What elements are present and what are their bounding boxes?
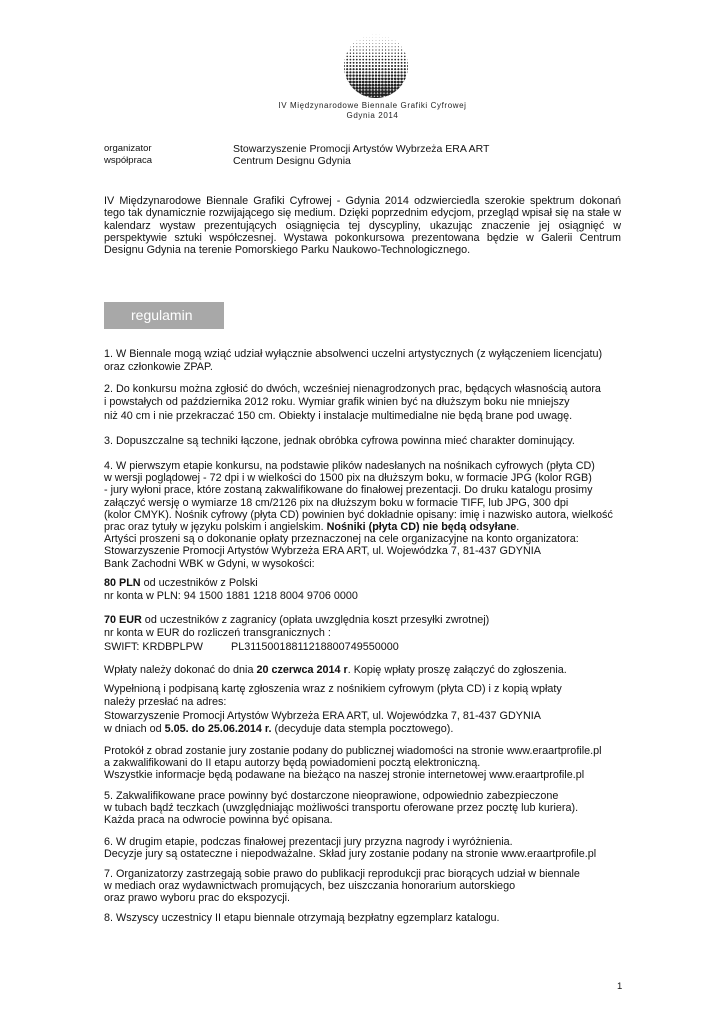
protocol <box>104 745 624 782</box>
rule-text: prac oraz tytuły w języku polskim i angielskim. <box>104 521 327 534</box>
page-number: 1 <box>617 981 623 992</box>
rule-line: załączyć wersję o wymiarze 18 cm/2126 pix na dłuższym boku w formacie TIFF, lub JPG, 300 dpi <box>104 496 569 509</box>
rule-line: w tubach bądź teczkach (uwzględniając możliwości transportu oferowane przez pocztę lub kuriera). <box>104 802 579 815</box>
rule-line <box>104 521 624 533</box>
rule-3 <box>104 435 624 448</box>
submission-text: (decyduje data stempla pocztowego). <box>271 723 454 736</box>
organizer-value: Stowarzyszenie Promocji Artystów Wybrzeża ERA ART <box>233 143 490 155</box>
rule-bold-text: Nośniki (płyta CD) nie będą odsyłane <box>326 521 517 534</box>
fee-line <box>104 614 624 627</box>
section-label: regulamin <box>131 307 193 323</box>
rule-line: oraz prawo wyboru prac do ekspozycji. <box>104 892 291 905</box>
protocol-line: Protokół z obrad zostanie jury zostanie podany do publicznej wiadomości na stronie www.eraartprofile.pl <box>104 745 602 757</box>
organizer-label: organizator <box>104 143 152 154</box>
account-line: nr konta w EUR do rozliczeń transgranicznych : <box>104 627 331 640</box>
iban: PL31150018811218800749550000 <box>231 640 399 653</box>
cooperation-label: współpraca <box>104 155 153 166</box>
submission-line <box>104 723 624 736</box>
rule-line: (kolor CMYK). Nośnik cyfrowy (płyta CD) powinien być dokładnie opisany: imię i nazwisko autora, wielkość <box>104 508 613 521</box>
deadline-line <box>104 664 624 677</box>
fee-amount: 80 PLN <box>104 577 141 589</box>
protocol-line: a zakwalifikowani do II etapu autorzy będą powiadomieni pocztą elektroniczną. <box>104 757 481 770</box>
rule-7 <box>104 868 624 905</box>
rule-line: 6. W drugim etapie, podczas finałowej prezentacji jury przyzna nagrody i wyróżnienia. <box>104 836 513 848</box>
cooperation-value: Centrum Designu Gdynia <box>233 155 351 167</box>
rule-line: niż 40 cm i nie przekraczać 150 cm. Obiekty i instalacje multimedialne nie będą brane pod uwagę. <box>104 409 573 422</box>
rule-line: 5. Zakwalifikowane prace powinny być dostarczone nieoprawione, odpowiednio zabezpieczone <box>104 790 559 802</box>
rule-line: 1. W Biennale mogą wziąć udział wyłącznie absolwenci uczelni artystycznych (z wyłączeniem licencjatu) <box>104 348 603 360</box>
fee-text: od uczestników z zagranicy (opłata uwzględnia koszt przesyłki zwrotnej) <box>141 614 490 626</box>
fee-eur <box>104 614 624 654</box>
account-line: nr konta w PLN: 94 1500 1881 1218 8004 9706 0000 <box>104 590 358 603</box>
rule-line: - jury wyłoni prace, które zostaną zakwalifikowane do finałowej prezentacji. Do druku katalogu prosimy <box>104 484 593 497</box>
deadline-date: 20 czerwca 2014 r <box>256 664 348 676</box>
rule-line: Każda praca na odwrocie powinna być opisana. <box>104 814 333 827</box>
rule-2 <box>104 383 624 423</box>
halftone-circle-logo <box>343 33 409 99</box>
meta-block <box>104 143 489 167</box>
submission-text: w dniach od <box>104 723 165 736</box>
rule-line: 7. Organizatorzy zastrzegają sobie prawo do publikacji reprodukcji prac biorących udział w biennale <box>104 868 580 880</box>
rule-line: 3. Dopuszczalne są techniki łączone, jednak obróbka cyfrowa powinna mieć charakter dominujący. <box>104 435 575 447</box>
intro-paragraph: IV Międzynarodowe Biennale Grafiki Cyfrowej - Gdynia 2014 odzwierciedla szerokie spektrum dokonań tego tak dynamicznie rozwijającego się medium. Dzięki poprzednim edycjom, przegląd wpisał się na stałe w kalendarz wystaw prezentujących osiągnięcia tej dyscypliny, ukazując znaczenie jej osiągnięć w perspektywie sztuki współczesnej. Wystawa pokonkursowa prezentowana będzie w Galerii Centrum Designu Gdynia na terenie Pomorskiego Parku Naukowo-Technologicznego. <box>104 195 621 257</box>
rule-5 <box>104 790 624 827</box>
fee-amount: 70 EUR <box>104 614 142 626</box>
rule-line: Stowarzyszenie Promocji Artystów Wybrzeża ERA ART, ul. Wojewódzka 7, 81-437 GDYNIA <box>104 545 541 558</box>
submission-line: należy przesłać na adres: <box>104 696 227 709</box>
rule-line: Artyści proszeni są o dokonanie opłaty przeznaczonej na cele organizacyjne na konto organizatora: <box>104 533 579 546</box>
rule-8 <box>104 912 624 925</box>
rule-line: w mediach oraz wydawnictwach promujących, bez uiszczania honorarium autorskiego <box>104 880 516 893</box>
rule-line: 8. Wszyscy uczestnicy II etapu biennale otrzymają bezpłatny egzemplarz katalogu. <box>104 912 500 924</box>
rule-text: . <box>516 521 520 534</box>
deadline <box>104 664 624 677</box>
submission <box>104 683 624 737</box>
section-header <box>104 302 224 329</box>
rule-line: 2. Do konkursu można zgłosić do dwóch, wcześniej nienagrodzonych prac, będących własnością autora <box>104 383 601 395</box>
rule-line: i powstałych od października 2012 roku. Wymiar grafik winien być na dłuższym boku nie mniejszy <box>104 396 570 409</box>
rule-4 <box>104 460 624 570</box>
submission-line: Wypełnioną i podpisaną kartę zgłoszenia wraz z nośnikiem cyfrowym (płyta CD) i z kopią wpłaty <box>104 683 562 695</box>
submission-dates: 5.05. do 25.06.2014 r. <box>164 723 272 736</box>
submission-line: Stowarzyszenie Promocji Artystów Wybrzeża ERA ART, ul. Wojewódzka 7, 81-437 GDYNIA <box>104 709 541 722</box>
deadline-text: . Kopię wpłaty proszę załączyć do zgłoszenia. <box>347 664 567 676</box>
rule-line: Bank Zachodni WBK w Gdyni, w wysokości: <box>104 557 315 570</box>
deadline-text: Wpłaty należy dokonać do dnia <box>104 664 257 676</box>
rule-line: w wersji poglądowej - 72 dpi i w wielkości do 1500 pix na dłuższym boku, w formacie JPG (kolor RGB) <box>104 472 592 485</box>
cooperation-row <box>104 155 489 167</box>
fee-line <box>104 577 624 590</box>
rule-line: 4. W pierwszym etapie konkursu, na podstawie plików nadesłanych na nośnikach cyfrowych (płyta CD) <box>104 460 595 472</box>
rule-line: Decyzje jury są ostateczne i niepodważalne. Skład jury zostanie podany na stronie www.eraartprofile.pl <box>104 848 597 861</box>
biennale-title: IV Międzynarodowe Biennale Grafiki Cyfrowej <box>278 101 467 110</box>
fee-pl <box>104 577 624 604</box>
fee-text: od uczestników z Polski <box>140 577 258 589</box>
swift-code: SWIFT: KRDBPLPW <box>104 640 203 653</box>
swift-line <box>104 641 624 654</box>
rule-1 <box>104 348 624 375</box>
protocol-line: Wszystkie informacje będą podawane na bieżąco na naszej stronie internetowej www.eraartprofile.pl <box>104 769 585 782</box>
organizer-row <box>104 143 489 155</box>
biennale-subtitle: Gdynia 2014 <box>346 111 399 120</box>
rule-6 <box>104 836 624 860</box>
rule-line: oraz członkowie ZPAP. <box>104 361 213 374</box>
